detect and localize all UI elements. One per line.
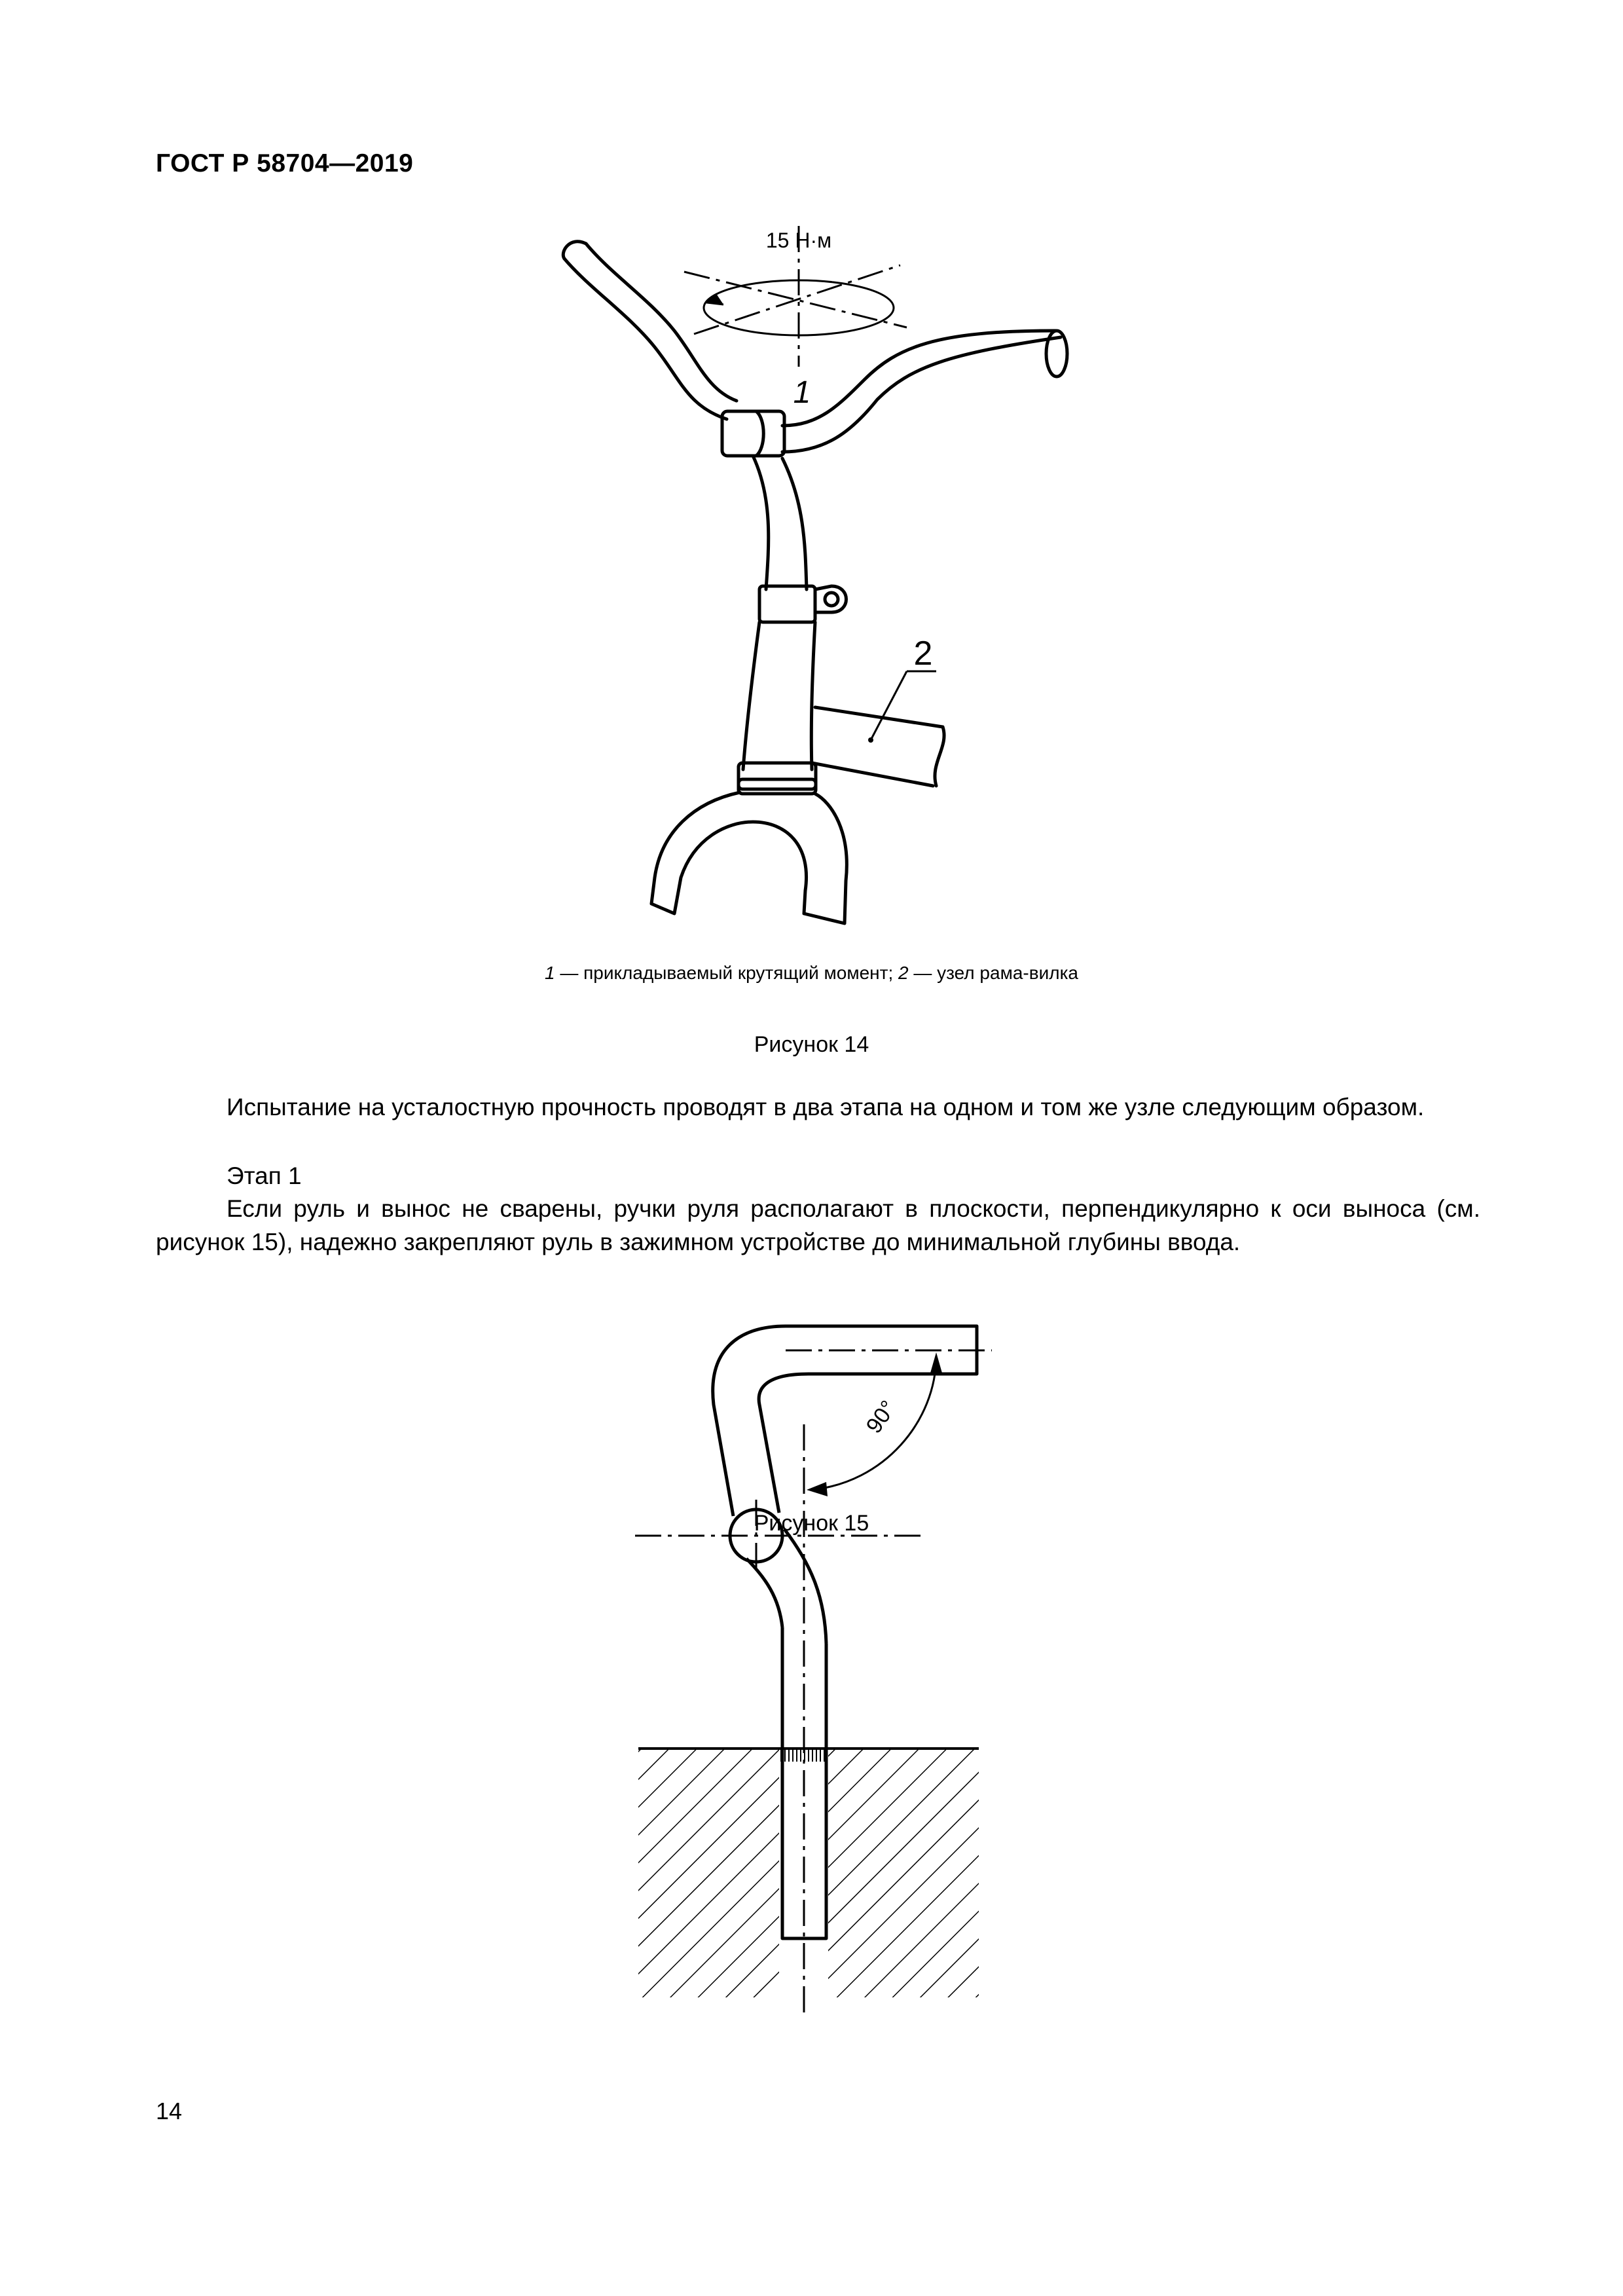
torque-label: 15 Н·м — [765, 229, 832, 252]
paragraph-3: Если руль и вынос не сварены, ручки руля располагают в плоскости, перпендикулярно к оси выноса (см. рисунок 15), надежно закрепляют руль в зажимном устройстве до минимальной глубины ввода. — [156, 1195, 1480, 1255]
paragraph-1: Испытание на усталостную прочность проводят в два этапа на одном и том же узле следующим образом. — [227, 1094, 1425, 1120]
figure-14-legend: 1 — прикладываемый крутящий момент; 2 — узел рама-вилка — [544, 963, 1079, 983]
ground-hatch — [638, 1749, 979, 1997]
paragraph-stage-1: Этап 1 — [227, 1162, 302, 1189]
handlebar-arm — [713, 1326, 977, 1516]
document-header: ГОСТ Р 58704—2019 — [156, 149, 414, 177]
callout-1: 1 — [793, 375, 811, 410]
figure-14-caption: Рисунок 14 — [754, 1032, 869, 1057]
angle-label: 90° — [861, 1396, 902, 1438]
page-number: 14 — [156, 2098, 183, 2124]
callout-2: 2 — [913, 635, 933, 673]
figure-15-caption: Рисунок 15 — [754, 1511, 869, 1536]
